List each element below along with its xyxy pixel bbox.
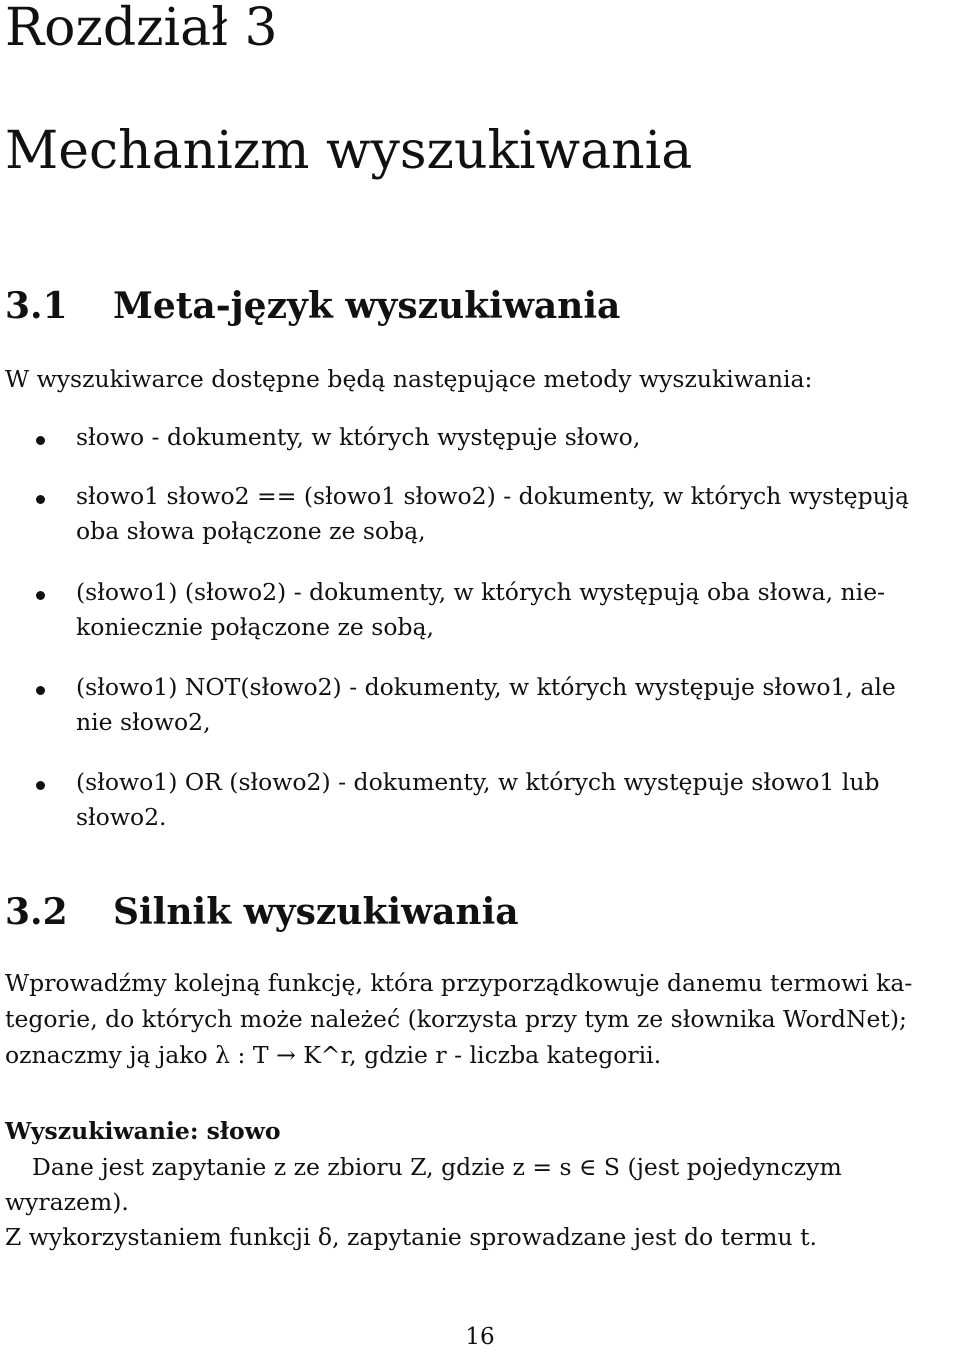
- list-bullet: [36, 781, 45, 790]
- section-2-paragraph-line: tegorie, do których może należeć (korzysta przy tym ze słownika WordNet);: [5, 1005, 907, 1033]
- section-2-paragraph-line: Wprowadźmy kolejną funkcję, która przyporządkowuje danemu termowi ka-: [5, 969, 913, 997]
- chapter-title: Mechanizm wyszukiwania: [5, 121, 693, 181]
- chapter-label: Rozdział 3: [5, 0, 278, 58]
- list-item-line: słowo - dokumenty, w których występuje słowo,: [76, 423, 641, 451]
- section-1-intro: W wyszukiwarce dostępne będą następujące metody wyszukiwania:: [5, 365, 813, 393]
- list-item-line: (słowo1) OR (słowo2) - dokumenty, w których występuje słowo1 lub: [76, 768, 880, 796]
- list-item-line: oba słowa połączone ze sobą,: [76, 517, 426, 545]
- subheading: Wyszukiwanie: słowo: [5, 1117, 281, 1145]
- section-1-title: Meta-język wyszukiwania: [113, 285, 621, 327]
- list-item-line: (słowo1) (słowo2) - dokumenty, w których występują oba słowa, nie-: [76, 578, 886, 606]
- list-item-line: (słowo1) NOT(słowo2) - dokumenty, w których występuje słowo1, ale: [76, 673, 896, 701]
- list-bullet: [36, 686, 45, 695]
- list-item-line: nie słowo2,: [76, 708, 211, 736]
- section-2-paragraph-line: oznaczmy ją jako λ : T → K^r, gdzie r - liczba kategorii.: [5, 1041, 662, 1069]
- list-bullet: [36, 591, 45, 600]
- subtext-line: Z wykorzystaniem funkcji δ, zapytanie sprowadzane jest do termu t.: [5, 1223, 817, 1251]
- section-2-number: 3.2: [5, 891, 68, 933]
- page-number: 16: [465, 1324, 495, 1350]
- list-item-line: koniecznie połączone ze sobą,: [76, 613, 435, 641]
- list-item-line: słowo1 słowo2 == (słowo1 słowo2) - dokumenty, w których występują: [76, 482, 910, 510]
- list-bullet: [36, 495, 45, 504]
- section-1-number: 3.1: [5, 285, 68, 327]
- section-2-heading: [5, 890, 519, 934]
- subtext-line: Dane jest zapytanie z ze zbioru Z, gdzie z = s ∈ S (jest pojedynczym: [32, 1153, 842, 1181]
- subtext-line: wyrazem).: [5, 1188, 129, 1216]
- list-bullet: [36, 436, 45, 445]
- section-2-title: Silnik wyszukiwania: [113, 891, 519, 933]
- section-1-heading: [5, 284, 620, 328]
- list-item-line: słowo2.: [76, 803, 167, 831]
